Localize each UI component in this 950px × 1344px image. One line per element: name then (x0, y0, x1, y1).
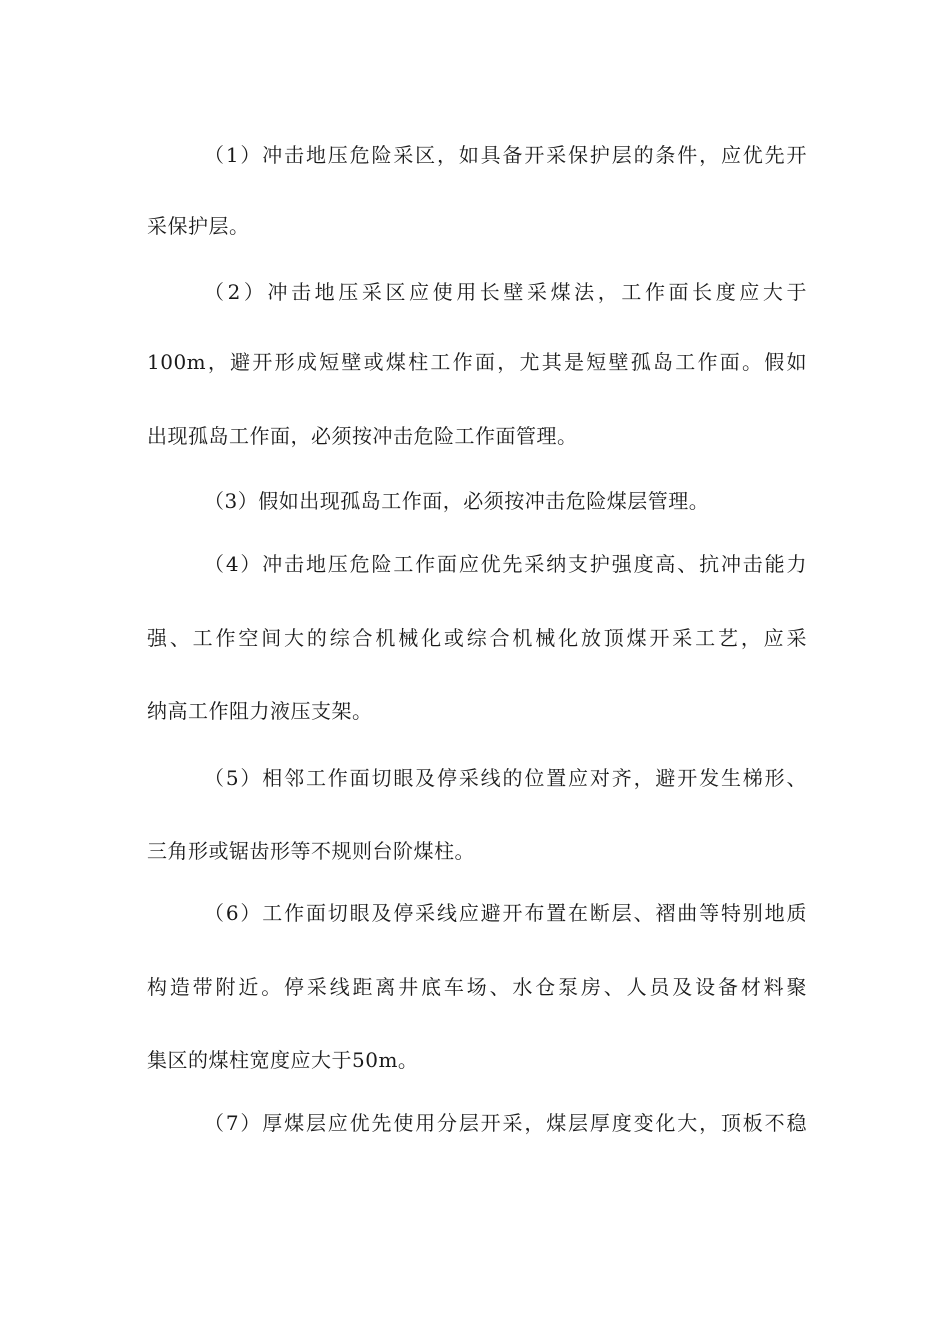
paragraph-7-line-1: （7）厚煤层应优先使用分层开采，煤层厚度变化大，顶板不稳 (204, 1111, 807, 1135)
paragraph-6-line-1: （6）工作面切眼及停采线应避开布置在断层、褶曲等特别地质 (204, 901, 807, 925)
paragraph-6-line-3: 集区的煤柱宽度应大于50m。 (147, 1048, 419, 1072)
paragraph-4-line-2: 强、工作空间大的综合机械化或综合机械化放顶煤开采工艺，应采 (147, 626, 807, 650)
paragraph-6-line-2: 构造带附近。停采线距离井底车场、水仓泵房、人员及设备材料聚 (147, 975, 807, 999)
paragraph-4-line-1: （4）冲击地压危险工作面应优先采纳支护强度高、抗冲击能力 (204, 552, 807, 576)
paragraph-2-line-1: （2）冲击地压采区应使用长壁采煤法，工作面长度应大于 (204, 280, 807, 304)
paragraph-2-line-2: 100m，避开形成短壁或煤柱工作面，尤其是短壁孤岛工作面。假如 (147, 350, 807, 374)
paragraph-2-line-3: 出现孤岛工作面，必须按冲击危险工作面管理。 (147, 424, 578, 448)
paragraph-4-line-3: 纳高工作阻力液压支架。 (147, 699, 373, 723)
paragraph-5-line-2: 三角形或锯齿形等不规则台阶煤柱。 (147, 839, 475, 863)
paragraph-3-line-1: （3）假如出现孤岛工作面，必须按冲击危险煤层管理。 (204, 489, 710, 513)
paragraph-1-line-2: 采保护层。 (147, 214, 250, 238)
paragraph-5-line-1: （5）相邻工作面切眼及停采线的位置应对齐，避开发生梯形、 (204, 766, 807, 790)
paragraph-1-line-1: （1）冲击地压危险采区，如具备开采保护层的条件，应优先开 (204, 143, 807, 167)
